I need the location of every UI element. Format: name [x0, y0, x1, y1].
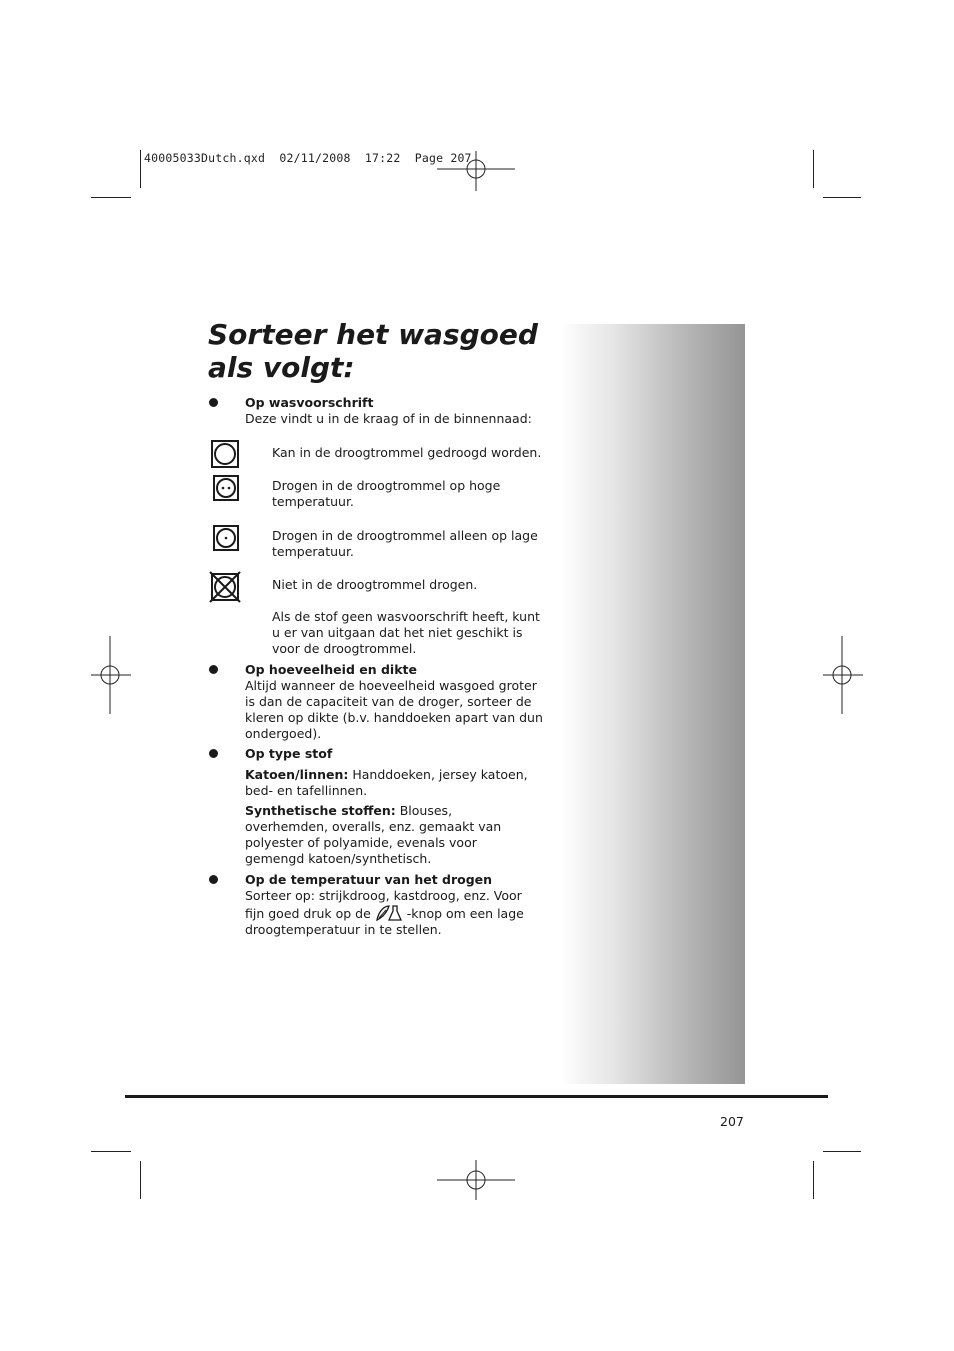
bullet-icon: [209, 749, 218, 758]
symbol-description: Drogen in de droogtrommel alleen op lage temperatuur.: [272, 528, 538, 559]
fabric-label: Synthetische stoffen:: [245, 803, 396, 818]
care-label-note: Als de stof geen wasvoorschrift heeft, kunt u er van uitgaan dat het niet geschikt is voor de droogtrommel.: [272, 609, 540, 656]
page-title: Sorteer het wasgoed als volgt:: [208, 318, 538, 384]
tumble-dry-icon: [211, 440, 239, 468]
registration-mark-icon: [437, 151, 515, 191]
symbol-description: Niet in de droogtrommel drogen.: [272, 577, 478, 592]
crop-mark: [140, 150, 141, 188]
crop-mark: [140, 1161, 141, 1199]
registration-mark-icon: [437, 1160, 515, 1200]
slug-line: 40005033Dutch.qxd 02/11/2008 17:22 Page 207: [144, 151, 472, 165]
tumble-dry-high-icon: [213, 475, 239, 501]
crop-mark: [823, 1151, 861, 1152]
crop-mark: [813, 1161, 814, 1199]
registration-mark-icon: [823, 636, 863, 714]
registration-mark-icon: [91, 636, 131, 714]
footer-rule: [125, 1095, 828, 1098]
body-text: -knop om een lage droogtemperatuur in te stellen.: [245, 906, 524, 937]
bullet-icon: [209, 875, 218, 884]
section-heading: Op hoeveelheid en dikte: [245, 662, 417, 677]
fabric-synthetisch: [245, 803, 535, 867]
page-number: 207: [720, 1114, 744, 1129]
body-text: Sorteer op: strijkdroog, kastdroog, enz. Voor fijn goed druk op de: [245, 888, 522, 921]
section-intro: Deze vindt u in de kraag of in de binnennaad:: [245, 411, 532, 426]
symbol-description: Kan in de droogtrommel gedroogd worden.: [272, 445, 542, 460]
section-body: [245, 888, 545, 938]
delicate-button-icon: [375, 904, 403, 922]
crop-mark: [91, 197, 131, 198]
crop-mark: [823, 197, 861, 198]
crop-mark: [813, 150, 814, 188]
fabric-text: Blouses, overhemden, overalls, enz. gemaakt van polyester of polyamide, evenals voor gemengd katoen/synthetisch.: [245, 803, 502, 866]
fabric-katoen: [245, 767, 545, 799]
section-heading: Op type stof: [245, 746, 333, 761]
side-panel: [560, 324, 745, 1084]
section-heading: Op de temperatuur van het drogen: [245, 872, 493, 887]
no-tumble-dry-icon: [209, 571, 241, 603]
section-body: Altijd wanneer de hoeveelheid wasgoed groter is dan de capaciteit van de droger, sorteer de kleren op dikte (b.v. handdoeken apart van dun ondergoed).: [245, 678, 543, 741]
bullet-icon: [209, 665, 218, 674]
tumble-dry-low-icon: [213, 525, 239, 551]
symbol-description: Drogen in de droogtrommel op hoge temperatuur.: [272, 478, 501, 509]
fabric-text: Handdoeken, jersey katoen, bed- en tafellinnen.: [245, 767, 528, 798]
section-heading: Op wasvoorschrift: [245, 395, 374, 410]
crop-mark: [91, 1151, 131, 1152]
bullet-icon: [209, 398, 218, 407]
fabric-label: Katoen/linnen:: [245, 767, 349, 782]
